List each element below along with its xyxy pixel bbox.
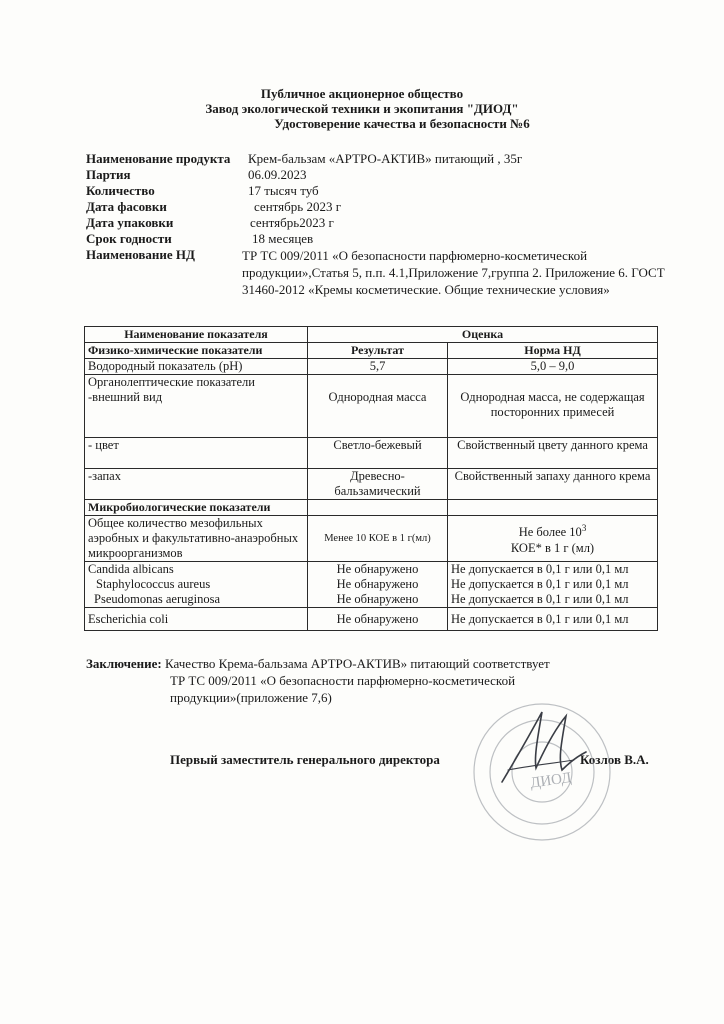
smell-name: -запах bbox=[85, 469, 308, 500]
color-name: - цвет bbox=[85, 438, 308, 469]
ph-norm: 5,0 – 9,0 bbox=[448, 359, 658, 375]
mafanm-result: Менее 10 КОЕ в 1 г(мл) bbox=[308, 516, 448, 562]
conclusion-line2: ТР ТС 009/2011 «О безопасности парфюмерно-косметической bbox=[170, 673, 516, 688]
wrap-date-value: сентябрь2023 г bbox=[250, 215, 334, 230]
candida-name: Candida albicans bbox=[88, 562, 174, 576]
table-row bbox=[85, 562, 658, 608]
mafanm-norm-exponent: 3 bbox=[581, 523, 587, 534]
ecoli-result: Не обнаружено bbox=[308, 608, 448, 631]
table-row bbox=[85, 516, 658, 562]
batch-label: Партия bbox=[86, 167, 131, 182]
handwritten-signature bbox=[498, 706, 588, 786]
header-result: Результат bbox=[308, 343, 448, 359]
conclusion-line3: продукции»(приложение 7,6) bbox=[170, 690, 332, 705]
signatory-name: Козлов В.А. bbox=[580, 752, 649, 767]
color-result: Светло-бежевый bbox=[308, 438, 448, 469]
mafanm-name: Общее количество мезофильных аэробных и факультативно-анаэробных микроорганизмов bbox=[85, 516, 308, 562]
table-section-row bbox=[85, 500, 658, 516]
product-label: Наименование продукта bbox=[86, 151, 231, 166]
ecoli-norm: Не допускается в 0,1 г или 0,1 мл bbox=[448, 608, 658, 631]
table-row bbox=[85, 359, 658, 375]
mafanm-norm-unit: КОЕ* в 1 г (мл) bbox=[510, 540, 595, 555]
shelf-life-label: Срок годности bbox=[86, 231, 172, 246]
header-org-type: Публичное акционерное общество bbox=[260, 86, 464, 101]
candida-norm: Не допускается в 0,1 г или 0,1 мл bbox=[451, 562, 629, 576]
conclusion bbox=[86, 655, 646, 706]
staph-norm: Не допускается в 0,1 г или 0,1 мл bbox=[451, 577, 629, 591]
pseudo-result: Не обнаружено bbox=[336, 592, 419, 606]
table-header-row bbox=[85, 327, 658, 343]
conclusion-line1: Качество Крема-бальзама АРТРО-АКТИВ» питающий соответствует bbox=[165, 656, 550, 671]
quantity-label: Количество bbox=[86, 183, 155, 198]
mafanm-norm bbox=[448, 516, 658, 562]
table-row bbox=[85, 469, 658, 500]
batch-value: 06.09.2023 bbox=[248, 167, 307, 182]
table-subheader-row bbox=[85, 343, 658, 359]
section-micro: Микробиологические показатели bbox=[85, 500, 308, 516]
nd-value: ТР ТС 009/2011 «О безопасности парфюмерно-косметической продукции»,Статья 5, п.п. 4.1,Приложение 7,группа 2. Приложение 6. ГОСТ 31460-2012 «Кремы косметические. Общие технические условия» bbox=[242, 248, 665, 297]
ph-name: Водородный показатель (pH) bbox=[85, 359, 308, 375]
ecoli-name: Escherichia coli bbox=[85, 608, 308, 631]
pseudo-name: Pseudomonas aeruginosa bbox=[94, 592, 221, 606]
organoleptic-title: Органолептические показатели bbox=[88, 375, 255, 389]
appearance-result: Однородная масса bbox=[308, 375, 448, 438]
document-title: Удостоверение качества и безопасности №6 bbox=[274, 116, 530, 131]
nd-label: Наименование НД bbox=[86, 247, 195, 262]
wrap-date-label: Дата упаковки bbox=[86, 215, 174, 230]
pack-date-label: Дата фасовки bbox=[86, 199, 167, 214]
pseudo-norm: Не допускается в 0,1 г или 0,1 мл bbox=[451, 592, 629, 606]
appearance-norm: Однородная масса, не содержащая посторонних примесей bbox=[448, 375, 658, 438]
table-row bbox=[85, 438, 658, 469]
pack-date-value: сентябрь 2023 г bbox=[254, 199, 342, 214]
section-physchem: Физико-химические показатели bbox=[85, 343, 308, 359]
signatory-position: Первый заместитель генерального директора bbox=[170, 752, 440, 767]
smell-norm: Свойственный запаху данного крема bbox=[448, 469, 658, 500]
header-norm: Норма НД bbox=[448, 343, 658, 359]
table-row bbox=[85, 375, 658, 438]
ph-result: 5,7 bbox=[308, 359, 448, 375]
shelf-life-value: 18 месяцев bbox=[252, 231, 314, 246]
header-indicator: Наименование показателя bbox=[85, 327, 308, 343]
product-value: Крем-бальзам «АРТРО-АКТИВ» питающий , 35г bbox=[248, 151, 523, 166]
candida-result: Не обнаружено bbox=[336, 562, 419, 576]
stamp-text: ДИОД bbox=[529, 769, 573, 792]
staph-result: Не обнаружено bbox=[336, 577, 419, 591]
header-org-name: Завод экологической техники и экопитания "ДИОД" bbox=[205, 101, 519, 116]
smell-result: Древесно-бальзамический bbox=[308, 469, 448, 500]
table-row bbox=[85, 608, 658, 631]
staph-name: Staphylococcus aureus bbox=[96, 577, 211, 591]
quantity-value: 17 тысяч туб bbox=[248, 183, 319, 198]
header-assessment: Оценка bbox=[308, 327, 658, 343]
appearance-name: -внешний вид bbox=[88, 390, 163, 404]
conclusion-label: Заключение: bbox=[86, 656, 162, 671]
color-norm: Свойственный цвету данного крема bbox=[448, 438, 658, 469]
quality-table bbox=[84, 326, 658, 631]
mafanm-norm-prefix: Не более 10 bbox=[518, 525, 582, 540]
